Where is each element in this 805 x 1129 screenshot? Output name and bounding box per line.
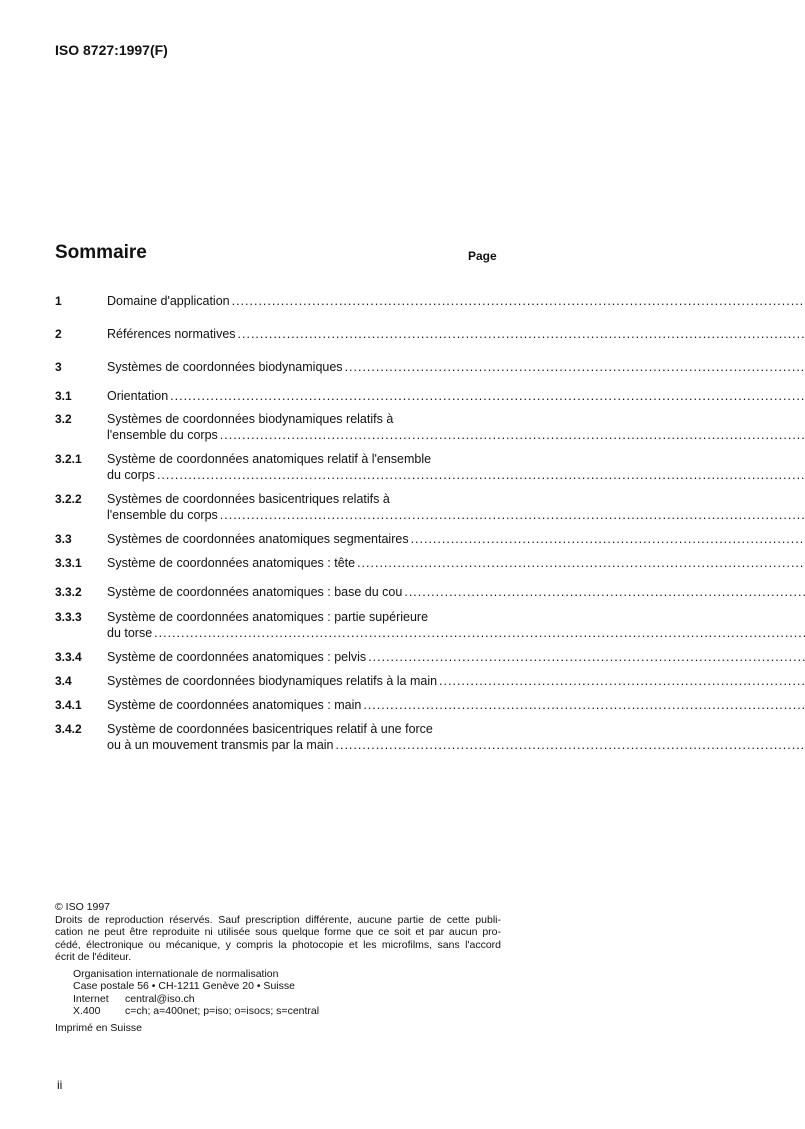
- toc-entry-text: Système de coordonnées basicentriques relatif à une force: [107, 722, 433, 736]
- address-block: [73, 968, 501, 1018]
- toc-entry-number: 3.4.2: [55, 722, 82, 736]
- toc-title: Sommaire: [55, 242, 147, 263]
- toc-entry-text: l'ensemble du corps: [107, 428, 218, 442]
- rights-line: cation ne peut être reproduite ni utilisée sous quelque forme que ce soit et par aucun pro-: [55, 926, 501, 938]
- toc-entry-number: 3.1: [55, 389, 72, 403]
- toc-entry-number: 3.3: [55, 532, 72, 546]
- dot-leader: [404, 584, 805, 600]
- dot-leader: [232, 293, 805, 309]
- postal-address: Case postale 56 • CH-1211 Genève 20 • Suisse: [73, 980, 295, 992]
- toc-entry: [55, 584, 500, 600]
- toc-entry: [55, 673, 500, 689]
- toc-entry-number: 3.3.1: [55, 556, 82, 570]
- internet-label: Internet: [73, 992, 109, 1005]
- toc-entry-number: 3.2: [55, 412, 72, 426]
- copyright-block: [55, 901, 501, 1034]
- toc-entry: [55, 388, 500, 404]
- toc-entry-text: Références normatives: [107, 327, 236, 341]
- dot-leader: [220, 427, 805, 443]
- dot-leader: [336, 737, 805, 753]
- org-name: Organisation internationale de normalisation: [73, 967, 279, 980]
- dot-leader: [411, 531, 805, 547]
- toc-entry: [55, 555, 500, 571]
- dot-leader: [238, 326, 805, 342]
- dot-leader: [157, 467, 805, 483]
- toc-entry-number: 2: [55, 327, 62, 341]
- toc-entry-number: 3.4.1: [55, 698, 82, 712]
- rights-line: Droits de reproduction réservés. Sauf prescription différente, aucune partie de cette publi-: [55, 913, 501, 926]
- toc-entry-text: ou à un mouvement transmis par la main: [107, 738, 334, 752]
- toc-entry-text: Système de coordonnées anatomiques relatif à l'ensemble: [107, 452, 432, 466]
- toc-entry-number: 3.3.3: [55, 610, 82, 624]
- rights-line: écrit de l'éditeur.: [55, 951, 132, 963]
- toc-entry-number: 3.3.4: [55, 650, 82, 664]
- toc-entry-text: Systèmes de coordonnées biodynamiques relatifs à la main: [107, 674, 438, 688]
- toc-entry: [55, 359, 500, 375]
- toc-entry: [55, 531, 500, 547]
- printed-in: Imprimé en Suisse: [55, 1021, 142, 1034]
- x400-row: [73, 1005, 501, 1018]
- toc-entry-text: Système de coordonnées anatomiques : pelvis: [107, 650, 367, 664]
- dot-leader: [439, 673, 805, 689]
- toc-entry-number: 3.2.2: [55, 492, 82, 506]
- toc-entry-text: Système de coordonnées anatomiques : partie supérieure: [107, 610, 429, 624]
- internet-value: central@iso.ch: [125, 992, 195, 1005]
- dot-leader: [363, 697, 805, 713]
- toc-entry: [55, 609, 500, 641]
- toc-entry-text: Système de coordonnées anatomiques : tête: [107, 556, 356, 570]
- toc-entry: [55, 491, 500, 523]
- toc-page-label: Page: [468, 249, 497, 263]
- toc-entry-text: Systèmes de coordonnées anatomiques segmentaires: [107, 532, 409, 546]
- x400-label: X.400: [73, 1005, 101, 1017]
- internet-row: [73, 993, 501, 1006]
- dot-leader: [345, 359, 805, 375]
- dot-leader: [357, 555, 805, 571]
- toc-entry-text: l'ensemble du corps: [107, 508, 218, 522]
- toc-entry-text: du torse: [107, 626, 153, 640]
- toc-entry: [55, 411, 500, 443]
- toc-entry-text: Système de coordonnées anatomiques : main: [107, 698, 362, 712]
- toc-entry-text: Orientation: [107, 389, 169, 403]
- toc-entry-text: Systèmes de coordonnées basicentriques relatifs à: [107, 492, 390, 506]
- toc-entry: [55, 697, 500, 713]
- copyright-line: © ISO 1997: [55, 901, 111, 913]
- page-number: ii: [57, 1078, 63, 1092]
- toc-entry-number: 1: [55, 294, 62, 308]
- toc-entry: [55, 451, 500, 483]
- toc-entry-number: 3.4: [55, 674, 72, 688]
- toc-entry-number: 3.2.1: [55, 452, 82, 466]
- toc-entry-text: du corps: [107, 468, 155, 482]
- dot-leader: [170, 388, 805, 404]
- toc-entry: [55, 326, 500, 342]
- toc-entry: [55, 649, 500, 665]
- dot-leader: [220, 507, 805, 523]
- toc-entry-number: 3.3.2: [55, 585, 82, 599]
- toc-entry: [55, 293, 500, 309]
- dot-leader: [154, 625, 805, 641]
- dot-leader: [368, 649, 805, 665]
- toc-entry-number: 3: [55, 360, 62, 374]
- x400-value: c=ch; a=400net; p=iso; o=isocs; s=central: [125, 1005, 320, 1017]
- toc-entry: [55, 721, 500, 753]
- toc-entry-text: Système de coordonnées anatomiques : base du cou: [107, 585, 403, 599]
- document-header: ISO 8727:1997(F): [55, 42, 168, 58]
- toc-entry-text: Systèmes de coordonnées biodynamiques relatifs à: [107, 412, 394, 426]
- rights-line: cédé, électronique ou mécanique, y compris la photocopie et les microfilms, sans l'accord: [55, 938, 501, 951]
- toc-entry-text: Domaine d'application: [107, 294, 230, 308]
- toc-entry-text: Systèmes de coordonnées biodynamiques: [107, 360, 343, 374]
